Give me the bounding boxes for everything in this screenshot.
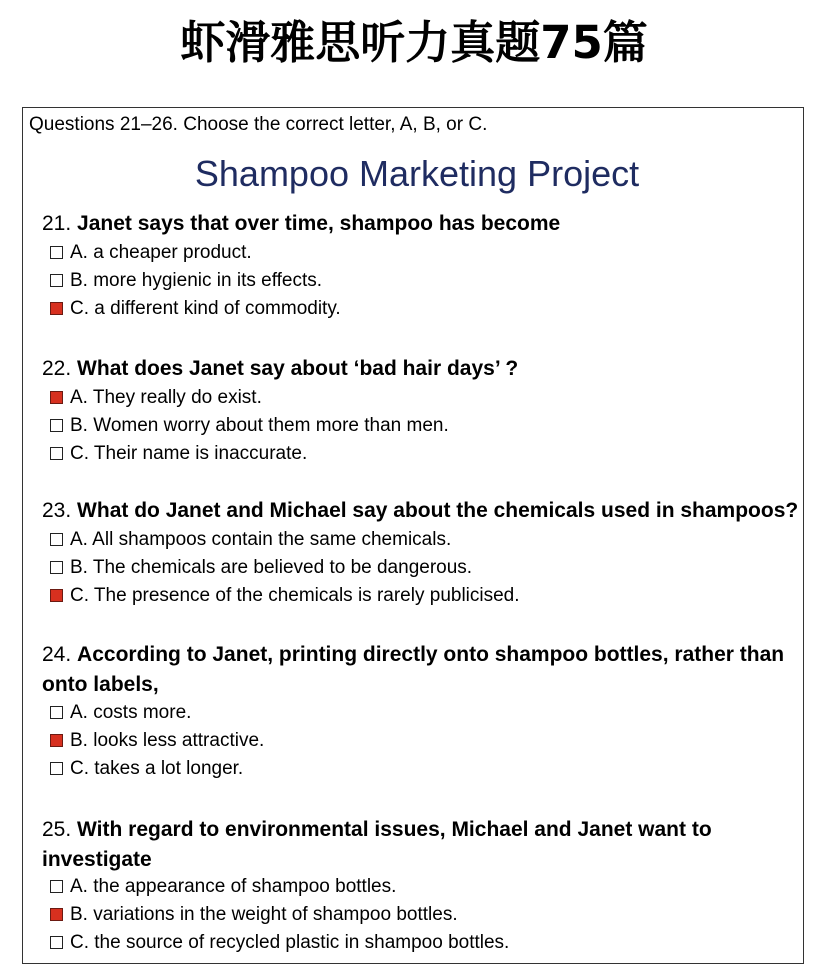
option-22a[interactable] [50, 384, 262, 412]
question-number: 21. [42, 212, 72, 235]
question-number: 22. [42, 357, 72, 380]
option-22b[interactable] [50, 412, 449, 440]
checkbox-icon[interactable] [50, 936, 63, 949]
checkbox-icon[interactable] [50, 706, 63, 719]
section-heading: Shampoo Marketing Project [194, 153, 640, 194]
question-text: According to Janet, printing directly onto shampoo bottles, rather than onto labels, [42, 643, 785, 696]
question-25 [42, 815, 802, 875]
option-24b[interactable] [50, 727, 264, 755]
checked-checkbox-icon[interactable] [50, 391, 63, 404]
option-23a[interactable] [50, 526, 451, 554]
option-label: B. The chemicals are believed to be dangerous. [70, 557, 473, 578]
question-number: 24. [42, 643, 72, 666]
option-21b[interactable] [50, 267, 322, 295]
checkbox-icon[interactable] [50, 533, 63, 546]
question-22 [42, 354, 802, 384]
checkbox-icon[interactable] [50, 880, 63, 893]
option-25b[interactable] [50, 901, 458, 929]
question-text: With regard to environmental issues, Michael and Janet want to investigate [42, 818, 712, 871]
option-21c[interactable] [50, 295, 341, 323]
question-21 [42, 209, 802, 239]
checkbox-icon[interactable] [50, 419, 63, 432]
option-label: B. more hygienic in its effects. [70, 270, 323, 291]
option-25c[interactable] [50, 929, 509, 957]
checked-checkbox-icon[interactable] [50, 302, 63, 315]
option-24c[interactable] [50, 755, 243, 783]
option-label: B. Women worry about them more than men. [70, 415, 449, 436]
question-23 [42, 496, 802, 526]
checked-checkbox-icon[interactable] [50, 734, 63, 747]
option-21a[interactable] [50, 239, 252, 267]
checkbox-icon[interactable] [50, 561, 63, 574]
option-label: C. the source of recycled plastic in shampoo bottles. [70, 932, 510, 953]
question-24 [42, 640, 802, 700]
option-23c[interactable] [50, 582, 520, 610]
question-number: 23. [42, 499, 72, 522]
question-number: 25. [42, 818, 72, 841]
page-title: 虾滑雅思听力真题75篇 [180, 16, 648, 69]
checked-checkbox-icon[interactable] [50, 589, 63, 602]
checked-checkbox-icon[interactable] [50, 908, 63, 921]
option-24a[interactable] [50, 699, 191, 727]
instructions: Questions 21–26. Choose the correct letter, A, B, or C. [29, 114, 488, 135]
question-text: What do Janet and Michael say about the chemicals used in shampoos? [77, 499, 799, 522]
option-label: A. They really do exist. [70, 387, 262, 408]
option-label: C. a different kind of commodity. [70, 298, 341, 319]
option-label: A. All shampoos contain the same chemicals. [70, 529, 452, 550]
option-label: C. The presence of the chemicals is rarely publicised. [70, 585, 520, 606]
option-label: C. Their name is inaccurate. [70, 443, 308, 464]
question-text: What does Janet say about ‘bad hair days’ ? [77, 357, 519, 380]
option-label: C. takes a lot longer. [70, 758, 244, 779]
question-text: Janet says that over time, shampoo has become [77, 212, 561, 235]
checkbox-icon[interactable] [50, 447, 63, 460]
checkbox-icon[interactable] [50, 762, 63, 775]
checkbox-icon[interactable] [50, 246, 63, 259]
option-25a[interactable] [50, 873, 396, 901]
option-label: B. variations in the weight of shampoo bottles. [70, 904, 458, 925]
option-23b[interactable] [50, 554, 472, 582]
option-label: A. a cheaper product. [70, 242, 252, 263]
option-label: A. costs more. [70, 702, 192, 723]
option-label: B. looks less attractive. [70, 730, 265, 751]
checkbox-icon[interactable] [50, 274, 63, 287]
option-22c[interactable] [50, 440, 307, 468]
option-label: A. the appearance of shampoo bottles. [70, 876, 397, 897]
